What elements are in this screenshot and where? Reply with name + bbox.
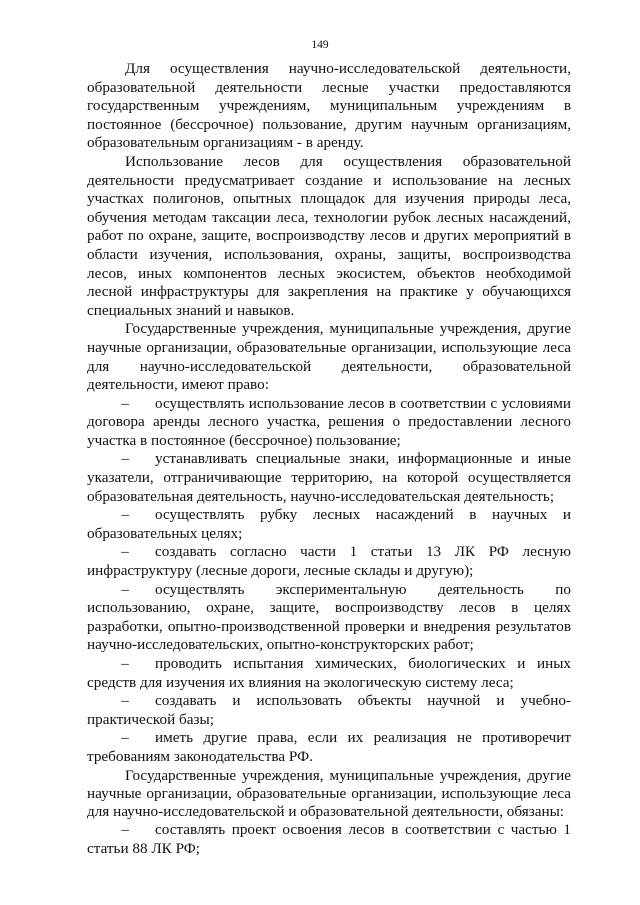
list-item [87, 543, 571, 580]
dash-marker: – [121, 394, 129, 412]
list-item-text: осуществлять экспериментальную деятельность по использованию, охране, защите, воспроизводству лесов в целях разработки, опытно-производственной проверки и внедрения результатов научно-исследовательских, опытно-конструкторских работ; [87, 580, 571, 654]
dash-marker: – [121, 580, 129, 598]
list-item-text: составлять проект освоения лесов в соответствии с частью 1 статьи 88 ЛК РФ; [87, 821, 571, 857]
paragraph-rights-intro: Государственные учреждения, муниципальные учреждения, другие научные организации, образовательные организации, использующие леса для научно-исследовательской деятельности, образовательной деятельности, имеют право: [87, 320, 571, 394]
list-item-text: проводить испытания химических, биологических и иных средств для изучения их влияния на экологическую систему леса; [87, 655, 571, 691]
document-body [87, 60, 571, 858]
dash-marker: – [121, 655, 129, 672]
dash-marker: – [121, 729, 129, 747]
list-item-text: создавать и использовать объекты научной и учебно-практической базы; [87, 692, 571, 728]
dash-marker: – [121, 543, 129, 561]
list-item-text: устанавливать специальные знаки, информационные и иные указатели, отграничивающие территорию, на которой осуществляется образовательная деятельность, научно-исследовательская деятельность; [87, 450, 571, 505]
list-item [87, 581, 571, 655]
list-item-text: осуществлять рубку лесных насаждений в научных и образовательных целях; [87, 506, 571, 542]
obligations-list [87, 821, 571, 858]
dash-marker: – [121, 821, 129, 839]
list-item [87, 729, 571, 766]
paragraph-land-provision: Для осуществления научно-исследовательской деятельности, образовательной деятельности лесные участки предоставляются государственным учреждениям, муниципальным учреждениям в постоянное (бессрочное) пользование, другим научным организациям, образовательным организациям - в аренду. [87, 60, 571, 152]
dash-marker: – [121, 506, 129, 524]
list-item [87, 655, 571, 692]
list-item-text: создавать согласно части 1 статьи 13 ЛК РФ лесную инфраструктуру (лесные дороги, лесные склады и другую); [87, 543, 571, 580]
list-item-text: осуществлять использование лесов в соответствии с условиями договора аренды лесного участка, решения о предоставлении лесного участка в постоянное (бессрочное) пользование; [87, 394, 571, 449]
paragraph-educational-use: Использование лесов для осуществления образовательной деятельности предусматривает создание и использование на лесных участках полигонов, опытных площадок для изучения природы леса, обучения методам таксации леса, технологии рубок лесных насаждений, работ по охране, защите, воспроизводству лесов и других мероприятий в области изучения, использования, охраны, защиты, воспроизводства лесов, иных компонентов лесных экосистем, объектов необходимой лесной инфраструктуры для закрепления на практике у обучающихся специальных знаний и навыков. [87, 152, 571, 319]
list-item [87, 395, 571, 451]
dash-marker: – [121, 692, 129, 710]
list-item-text: иметь другие права, если их реализация не противоречит требованиям законодательства РФ. [87, 729, 571, 765]
paragraph-obligations-intro: Государственные учреждения, муниципальные учреждения, другие научные организации, образовательные организации, использующие леса для научно-исследовательской и образовательной деятельности, обязаны: [87, 766, 571, 820]
page-number: 149 [311, 39, 329, 51]
list-item [87, 692, 571, 729]
list-item [87, 821, 571, 858]
rights-list [87, 395, 571, 767]
list-item [87, 506, 571, 543]
dash-marker: – [121, 450, 129, 468]
list-item [87, 450, 571, 506]
